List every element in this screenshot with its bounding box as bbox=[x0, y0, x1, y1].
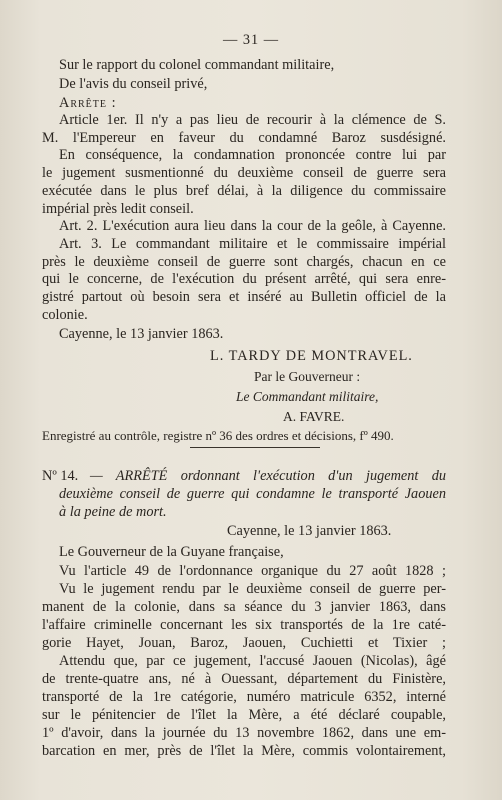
page-number: — 31 — bbox=[222, 32, 280, 48]
registration-note: Enregistré au contrôle, registre nº 36 des ordres et décisions, fº 490. bbox=[42, 428, 394, 443]
act-title-line: à la peine de mort. bbox=[59, 504, 167, 520]
section-divider bbox=[190, 447, 320, 448]
act-body-line: manent de la colonie, dans sa séance du 3 janvier 1863, dans bbox=[42, 599, 446, 615]
act-dateline: Cayenne, le 13 janvier 1863. bbox=[227, 523, 392, 539]
act-body-line: transporté de la 1re catégorie, numéro matricule 6352, interné bbox=[42, 689, 446, 705]
act-title-line: deuxième conseil de guerre qui condamne le transporté Jaouen bbox=[59, 486, 446, 502]
preamble-line: De l'avis du conseil privé, bbox=[59, 76, 208, 92]
signature-title: Le Commandant militaire, bbox=[236, 389, 379, 404]
act-body-line: Vu l'article 49 de l'ordonnance organique du 27 août 1828 ; bbox=[59, 563, 446, 579]
signature-name: L. TARDY DE MONTRAVEL. bbox=[210, 348, 413, 364]
article-line: le jugement susmentionné du deuxième conseil de guerre sera bbox=[42, 165, 446, 181]
article-line: qui le concerne, de l'exécution du présent arrêté, qui sera enre- bbox=[42, 271, 446, 287]
preamble-line: Sur le rapport du colonel commandant militaire, bbox=[59, 57, 335, 73]
act-body-line: Vu le jugement rendu par le deuxième conseil de guerre per- bbox=[59, 581, 446, 597]
arrete-heading: Arrête : bbox=[59, 95, 117, 111]
act-body-line: l'affaire criminelle concernant les six transportés de la 1re caté- bbox=[42, 617, 446, 633]
act-number: Nº 14. bbox=[42, 468, 79, 484]
act-body-line: Le Gouverneur de la Guyane française, bbox=[59, 544, 284, 560]
signature-signer: A. FAVRE. bbox=[283, 409, 345, 424]
article-line: gistré partout où besoin sera et inséré au Bulletin officiel de la bbox=[42, 289, 446, 305]
article-line: Article 1er. Il n'y a pas lieu de recourir à la clémence de S. bbox=[59, 112, 446, 128]
article-line: impérial près ledit conseil. bbox=[42, 201, 194, 217]
article-line: près le deuxième conseil de guerre sont chargés, chacun en ce bbox=[42, 254, 446, 270]
act-body-line: barcation en mer, près de l'îlet la Mère, commis volontairement, bbox=[42, 743, 446, 759]
article-line: Art. 3. Le commandant militaire et le commissaire impérial bbox=[59, 236, 446, 252]
act-body-line: sur le pénitencier de l'îlet la Mère, a été déclaré coupable, bbox=[42, 707, 446, 723]
dateline: Cayenne, le 13 janvier 1863. bbox=[59, 326, 224, 342]
act-body-line: gorie Hayet, Jouan, Baroz, Jaouen, Cuchietti et Tixier ; bbox=[42, 635, 446, 651]
act-body-line: Attendu que, par ce jugement, l'accusé Jaouen (Nicolas), âgé bbox=[59, 653, 446, 669]
article-line: M. l'Empereur en faveur du condamné Baroz susdésigné. bbox=[42, 130, 446, 146]
article-line: exécutée dans le plus bref délai, à la diligence du commissaire bbox=[42, 183, 446, 199]
article-line: Art. 2. L'exécution aura lieu dans la cour de la geôle, à Cayenne. bbox=[59, 218, 446, 234]
article-line: En conséquence, la condamnation prononcée contre lui par bbox=[59, 147, 446, 163]
act-body-line: 1º d'avoir, dans la journée du 13 novembre 1862, dans une em- bbox=[42, 725, 446, 741]
act-body-line: de trente-quatre ans, né à Ouessant, département du Finistère, bbox=[42, 671, 446, 687]
article-line: colonie. bbox=[42, 307, 88, 323]
act-title-line: — ARRÊTÉ ordonnant l'exécution d'un jugement du bbox=[90, 468, 446, 484]
signature-par-le: Par le Gouverneur : bbox=[254, 369, 361, 384]
